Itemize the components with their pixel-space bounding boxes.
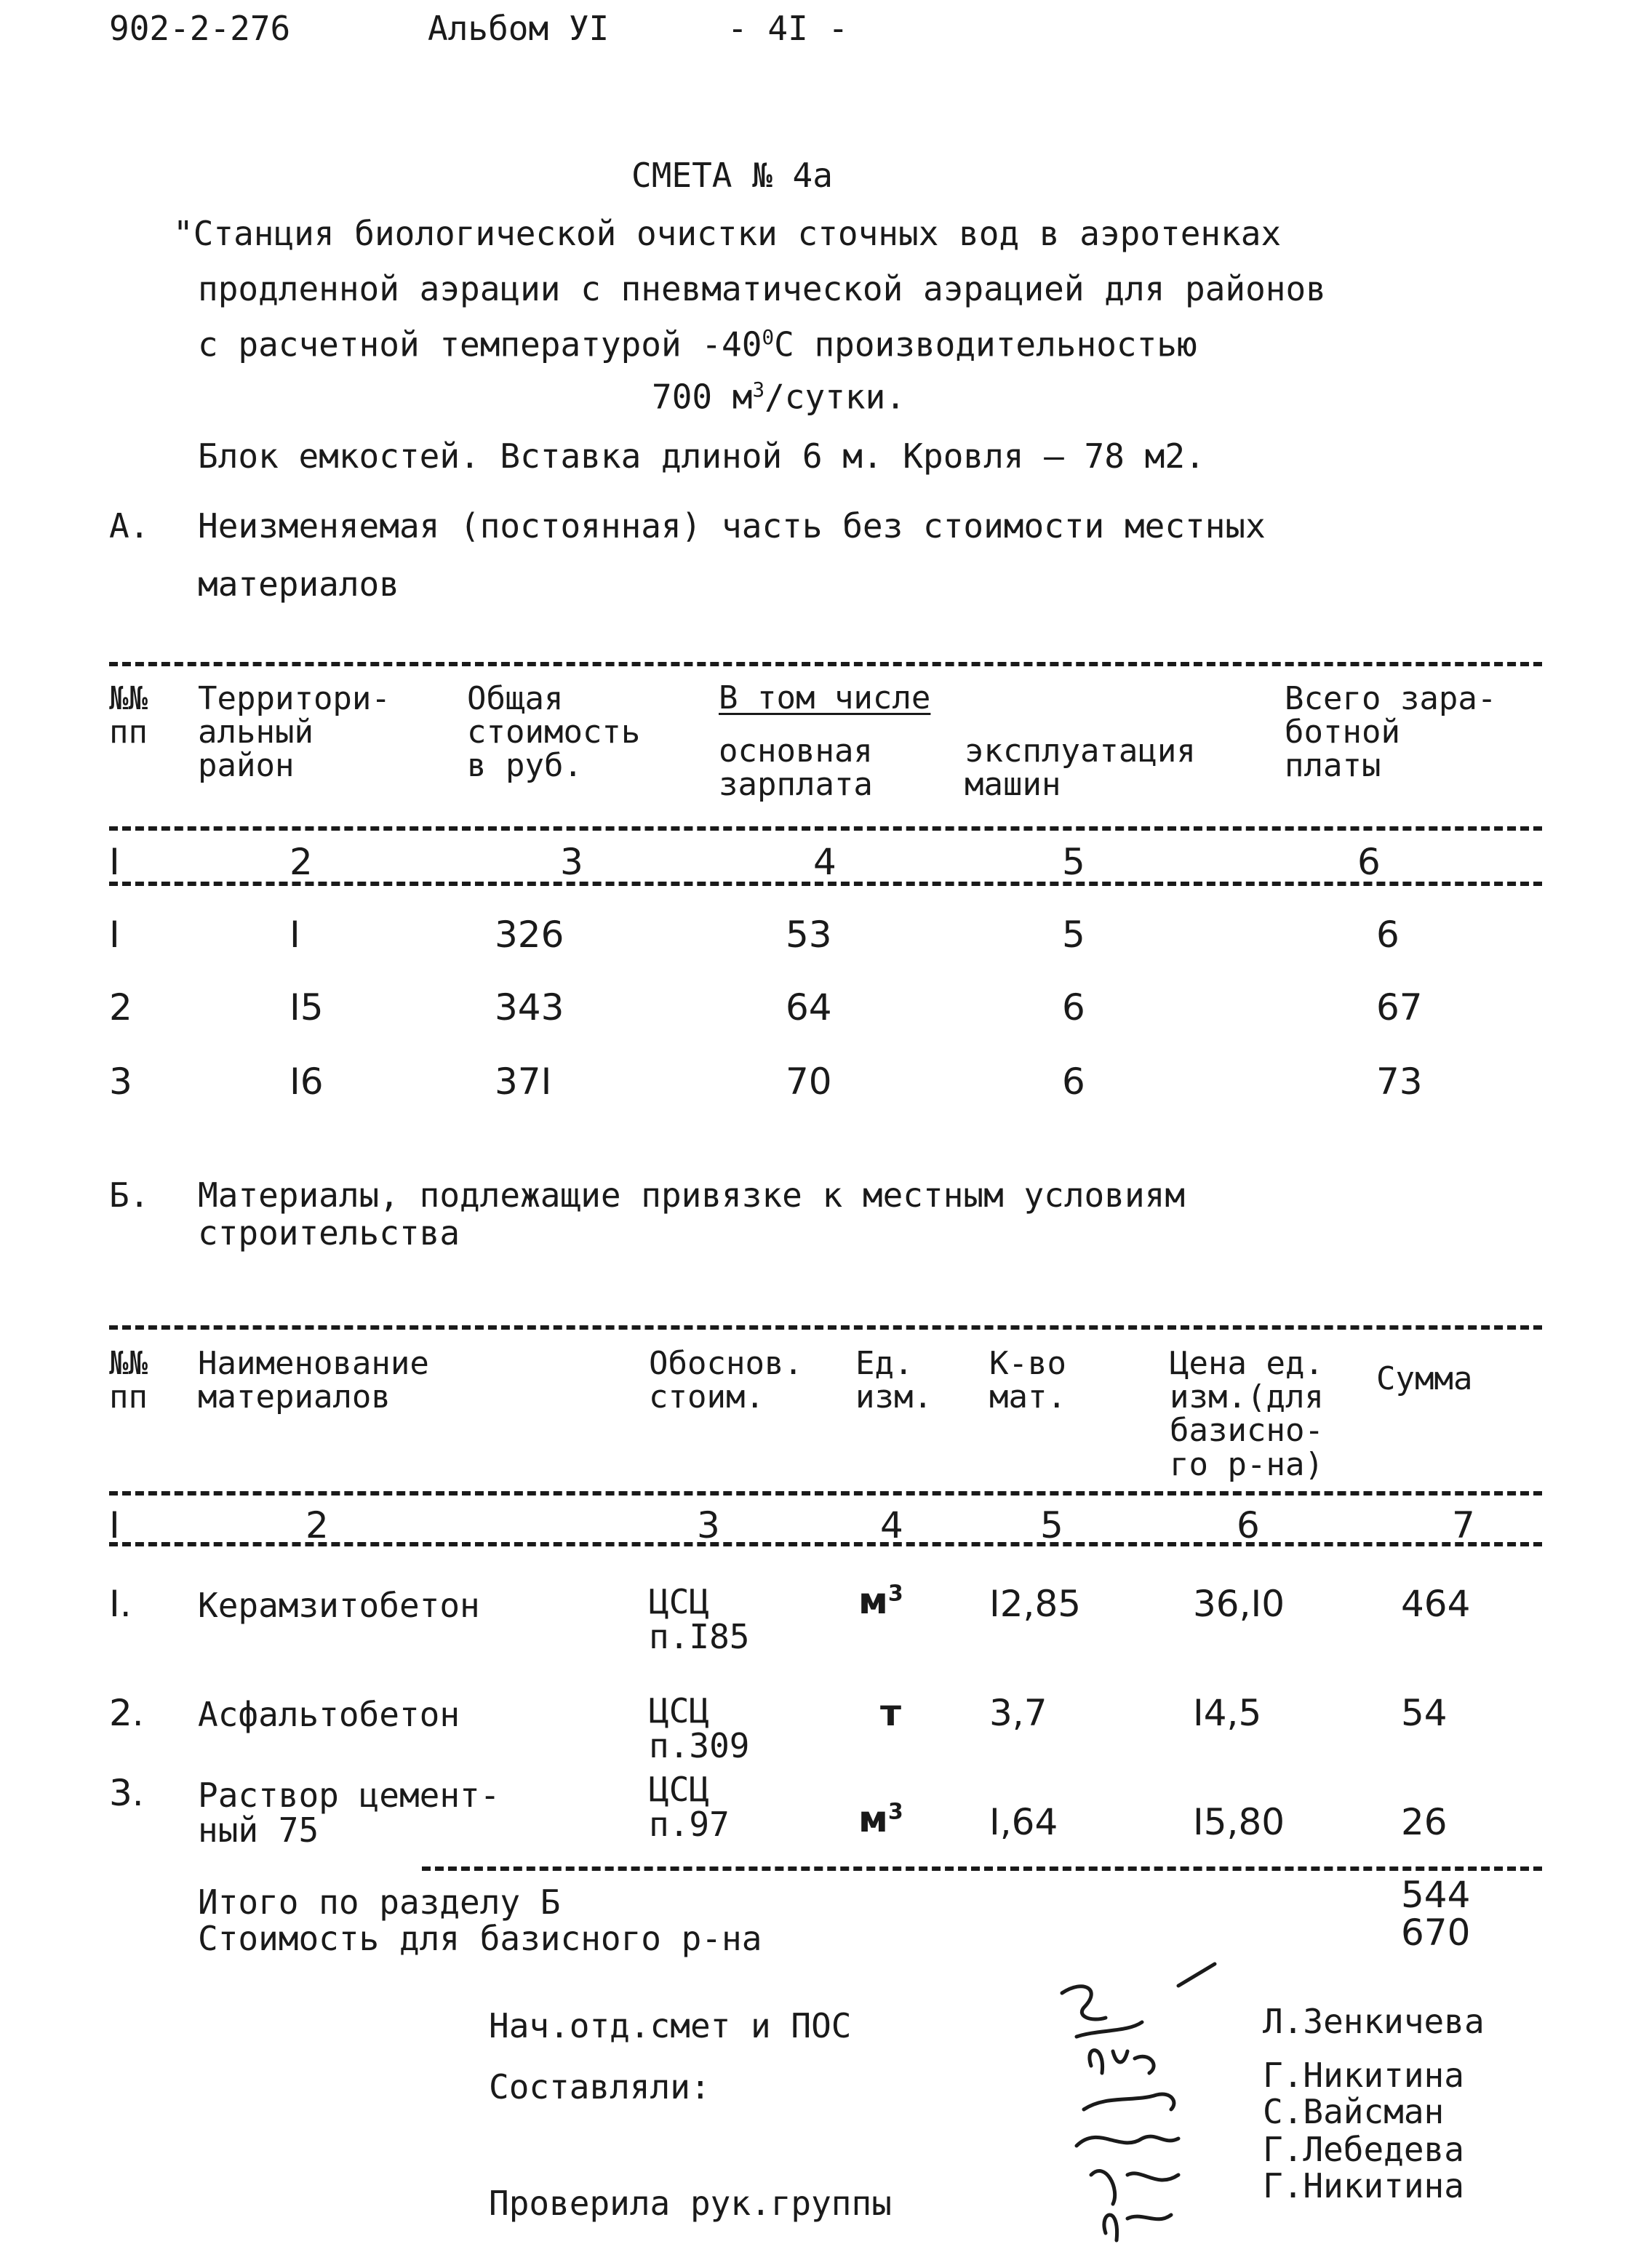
header-qty-line2: мат. xyxy=(989,1378,1066,1416)
row-region: I5 xyxy=(290,986,324,1029)
row-machines: 5 xyxy=(1062,914,1085,956)
signatory-name: С.Вайсман xyxy=(1263,2092,1445,2131)
row-qty: I2,85 xyxy=(989,1583,1082,1625)
total-value: 544 xyxy=(1401,1874,1471,1916)
row-basis-line2: п.97 xyxy=(649,1805,730,1845)
table-b-header-rule xyxy=(109,1491,1542,1496)
row-no: 2 xyxy=(109,986,132,1029)
signatory-name: Л.Зенкичева xyxy=(1263,2002,1485,2041)
capacity-unit: /сутки. xyxy=(764,377,906,417)
table-a-header-no xyxy=(109,682,148,749)
header-name-line2: материалов xyxy=(198,1378,391,1416)
table-b-header-sum: Сумма xyxy=(1376,1360,1473,1397)
header-cost-line1: Общая xyxy=(467,680,564,717)
row-total-cost: 326 xyxy=(495,914,564,956)
table-b-colnum-6: 6 xyxy=(1237,1504,1260,1546)
table-b-colnum-rule xyxy=(109,1542,1542,1546)
total-label: Итого по разделу Б xyxy=(198,1882,561,1922)
row-material-name-line1: Раствор цемент- xyxy=(198,1776,500,1815)
table-b-header-unit xyxy=(855,1347,933,1414)
document-code: 902-2-276 xyxy=(109,9,291,48)
table-b-header-basis xyxy=(649,1347,803,1414)
signature-stroke xyxy=(1178,1964,1215,1986)
table-a-colnum-1: I xyxy=(109,841,120,883)
base-cost-value: 670 xyxy=(1401,1912,1471,1954)
title-line-3 xyxy=(198,324,1197,364)
row-base-salary: 70 xyxy=(786,1061,832,1103)
row-price: I5,80 xyxy=(1193,1801,1285,1843)
row-total-wages: 73 xyxy=(1376,1061,1423,1103)
row-no: I xyxy=(109,914,120,956)
header-qty-line1: К-во xyxy=(989,1345,1066,1382)
row-basis-line2: п.I85 xyxy=(649,1617,750,1657)
title-line-3-text: с расчетной температурой -40 xyxy=(198,324,762,364)
capacity-value: 700 м xyxy=(652,377,753,417)
title-line-5: Блок емкостей. Вставка длиной 6 м. Кровля – 78 м2. xyxy=(198,436,1205,476)
header-salary-line2: зарплата xyxy=(719,766,873,804)
row-total-wages: 6 xyxy=(1376,914,1400,956)
table-b-colnum-2: 2 xyxy=(306,1504,329,1546)
header-name-line1: Наименование xyxy=(198,1345,429,1382)
row-qty: I,64 xyxy=(989,1801,1058,1843)
header-cost-line3: в руб. xyxy=(467,747,583,785)
table-b-colnum-5: 5 xyxy=(1040,1504,1063,1546)
row-material-name: Керамзитобетон xyxy=(198,1586,480,1625)
table-a-top-rule xyxy=(109,662,1542,666)
row-machines: 6 xyxy=(1062,986,1085,1029)
row-basis-line1: ЦСЦ xyxy=(649,1691,710,1730)
page-number: - 4I - xyxy=(727,9,849,48)
row-material-name: Асфальтобетон xyxy=(198,1695,460,1734)
row-sum: 464 xyxy=(1401,1583,1471,1625)
table-b-header-qty xyxy=(989,1347,1066,1414)
header-cost-line2: стоимость xyxy=(467,714,641,751)
base-cost-label: Стоимость для базисного р-на xyxy=(198,1919,762,1958)
header-region-line3: район xyxy=(198,747,295,785)
table-b-header-price xyxy=(1170,1347,1324,1482)
row-material-name xyxy=(198,1778,500,1848)
table-b-colnum-3: 3 xyxy=(697,1504,720,1546)
table-a-colnum-3: 3 xyxy=(560,841,583,883)
table-a-header-base-salary xyxy=(719,732,873,804)
title-line-1: "Станция биологической очистки сточных вод в аэротенках xyxy=(173,214,1282,253)
row-no: I. xyxy=(109,1583,132,1625)
smeta-title: СМЕТА № 4а xyxy=(631,156,833,195)
row-unit xyxy=(880,1692,901,1734)
role-head-of-department: Нач.отд.смет и ПОС xyxy=(489,2006,852,2045)
header-wages-line1: Всего зара- xyxy=(1285,680,1497,717)
section-b-marker: Б. xyxy=(109,1175,150,1215)
row-base-salary: 53 xyxy=(786,914,832,956)
degree-superscript: 0 xyxy=(762,325,775,349)
header-price-line1: Цена ед. xyxy=(1170,1345,1324,1382)
signature-stroke xyxy=(1084,2094,1174,2109)
row-basis-line2: п.309 xyxy=(649,1726,750,1766)
header-no-line2: пп xyxy=(109,714,148,751)
signature-stroke xyxy=(1077,2136,1178,2146)
table-b-header-name xyxy=(198,1347,429,1414)
row-unit xyxy=(858,1580,903,1622)
row-unit-text: м xyxy=(858,1580,888,1622)
row-no: 3. xyxy=(109,1772,144,1814)
table-a-header-region xyxy=(198,682,391,783)
header-no-line1: №№ xyxy=(109,1345,148,1382)
section-a-marker: А. xyxy=(109,506,150,546)
section-b-text-2: строительства xyxy=(198,1213,460,1253)
section-b-text-1: Материалы, подлежащие привязке к местным условиям xyxy=(198,1175,1186,1215)
table-a-header-machines xyxy=(965,732,1196,804)
header-price-line4: го р-на) xyxy=(1170,1445,1324,1483)
signatory-name: Г.Лебедева xyxy=(1263,2130,1464,2169)
row-basis xyxy=(649,1584,749,1655)
header-basis-line2: стоим. xyxy=(649,1378,764,1416)
signature-stroke xyxy=(1090,2051,1154,2073)
row-region: I xyxy=(290,914,300,956)
cubic-superscript: 3 xyxy=(752,378,765,402)
handwritten-signatures xyxy=(1033,1957,1251,2262)
row-qty: 3,7 xyxy=(989,1692,1047,1734)
table-a-header-rule xyxy=(109,826,1542,831)
signature-stroke xyxy=(1062,1987,1106,2019)
title-line-2: продленной аэрации с пневматической аэрацией для районов xyxy=(198,269,1326,308)
signatory-name: Г.Никитина xyxy=(1263,2166,1464,2205)
table-a-header-total-cost xyxy=(467,682,640,783)
table-b-colnum-7: 7 xyxy=(1452,1504,1475,1546)
row-sum: 54 xyxy=(1401,1692,1448,1734)
table-a-colnum-6: 6 xyxy=(1357,841,1381,883)
header-basis-line1: Обоснов. xyxy=(649,1345,803,1382)
row-sum: 26 xyxy=(1401,1801,1448,1843)
signature-stroke xyxy=(1091,2171,1178,2204)
header-wages-line3: платы xyxy=(1285,747,1381,785)
table-a-colnum-rule xyxy=(109,882,1542,886)
signature-stroke xyxy=(1104,2215,1171,2240)
table-b-colnum-4: 4 xyxy=(880,1504,903,1546)
row-basis-line1: ЦСЦ xyxy=(649,1770,710,1809)
table-a-colnum-4: 4 xyxy=(813,841,837,883)
header-machines-line1: эксплуатация xyxy=(965,732,1196,770)
row-material-name-line2: ный 75 xyxy=(198,1810,319,1850)
table-a-header-including: В том числе xyxy=(719,679,931,716)
table-a-colnum-5: 5 xyxy=(1062,841,1085,883)
header-machines-line2: машин xyxy=(965,766,1061,804)
role-compiled-by: Составляли: xyxy=(489,2067,711,2107)
table-b-bottom-rule xyxy=(422,1866,1542,1871)
role-checked-by: Проверила рук.группы xyxy=(489,2184,892,2223)
header-region-line1: Территори- xyxy=(198,680,391,717)
title-line-4 xyxy=(652,377,906,417)
table-b-colnum-1: I xyxy=(109,1504,120,1546)
row-basis-line1: ЦСЦ xyxy=(649,1582,710,1621)
row-price: 36,I0 xyxy=(1193,1583,1285,1625)
title-line-3-text-end: С производительностью xyxy=(774,324,1197,364)
row-machines: 6 xyxy=(1062,1061,1085,1103)
section-a-text-2: материалов xyxy=(198,564,399,604)
row-total-cost: 37I xyxy=(495,1061,552,1103)
row-unit-superscript: 3 xyxy=(887,1581,903,1607)
row-base-salary: 64 xyxy=(786,986,832,1029)
row-basis xyxy=(649,1693,749,1764)
row-no: 3 xyxy=(109,1061,132,1103)
header-no-line1: №№ xyxy=(109,680,148,717)
row-total-cost: 343 xyxy=(495,986,564,1029)
header-no-line2: пп xyxy=(109,1378,148,1416)
header-salary-line1: основная xyxy=(719,732,873,770)
signature-stroke xyxy=(1077,2022,1142,2037)
table-a-header-total-wages xyxy=(1285,682,1496,783)
row-total-wages: 67 xyxy=(1376,986,1423,1029)
header-price-line2: изм.(для xyxy=(1170,1378,1324,1416)
row-price: I4,5 xyxy=(1193,1692,1262,1734)
row-unit-superscript: 3 xyxy=(887,1799,903,1825)
row-region: I6 xyxy=(290,1061,324,1103)
table-b-top-rule xyxy=(109,1325,1542,1330)
header-region-line2: альный xyxy=(198,714,314,751)
signatory-name: Г.Никитина xyxy=(1263,2056,1464,2095)
row-unit-text: м xyxy=(858,1798,888,1840)
table-b-header-no xyxy=(109,1347,148,1414)
header-unit-line1: Ед. xyxy=(855,1345,914,1382)
header-price-line3: базисно- xyxy=(1170,1412,1324,1450)
row-basis xyxy=(649,1770,730,1845)
album-label: Альбом УI xyxy=(428,9,610,48)
row-no: 2. xyxy=(109,1692,144,1734)
row-unit-text: т xyxy=(880,1692,901,1734)
section-a-text-1: Неизменяемая (постоянная) часть без стоимости местных xyxy=(198,506,1266,546)
header-wages-line2: ботной xyxy=(1285,714,1400,751)
table-a-colnum-2: 2 xyxy=(290,841,313,883)
row-unit xyxy=(858,1798,903,1840)
header-unit-line2: изм. xyxy=(855,1378,933,1416)
